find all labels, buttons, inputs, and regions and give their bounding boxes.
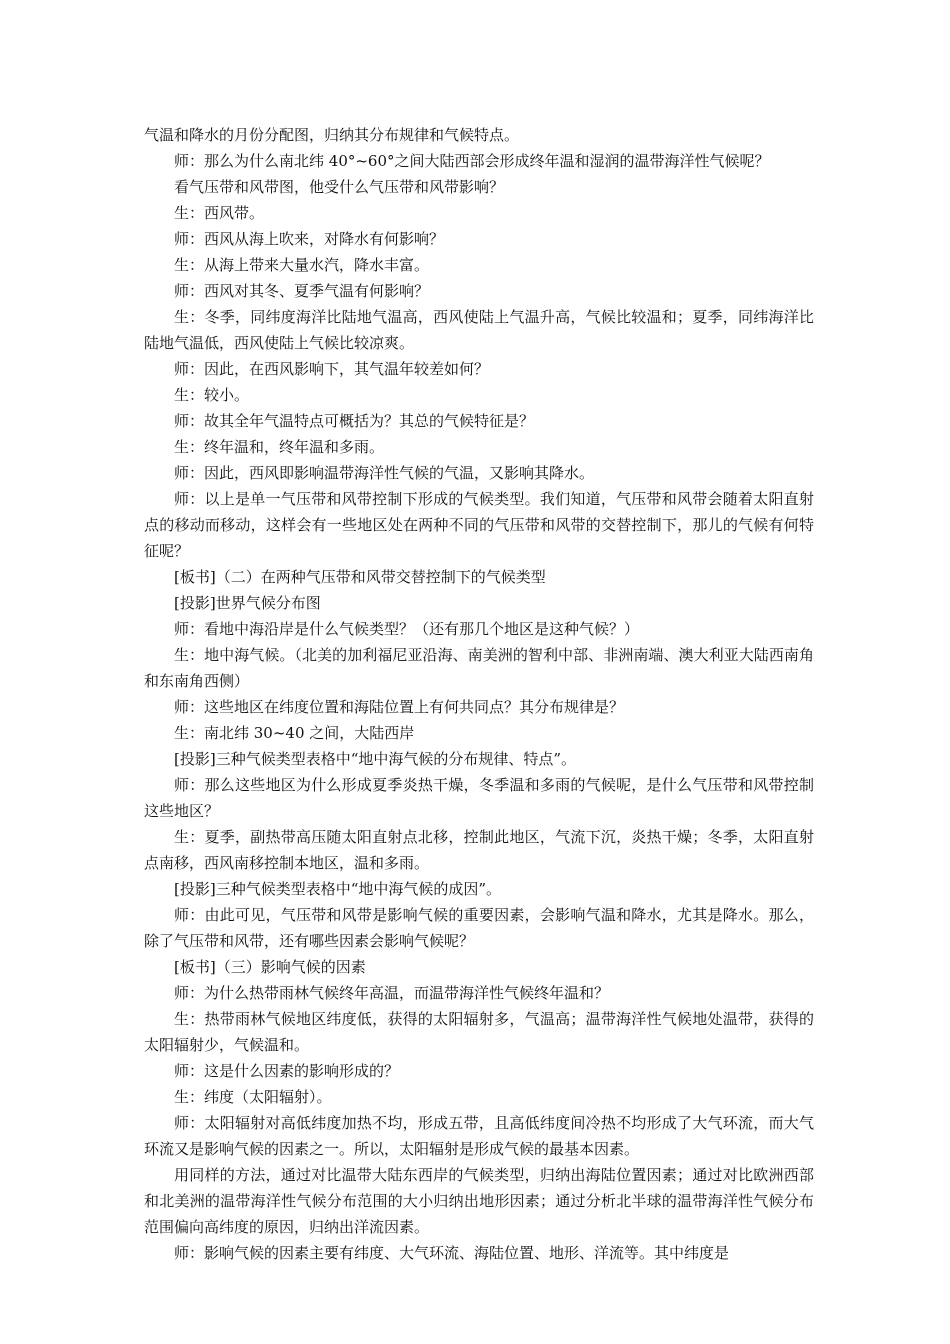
paragraph-6: 生：从海上带来大量水汽，降水丰富。 bbox=[174, 256, 430, 274]
paragraph-30: 生：纬度（太阳辐射）。 bbox=[174, 1088, 332, 1106]
paragraph-16: [投影]世界气候分布图 bbox=[174, 594, 321, 612]
paragraph-10: 生：较小。 bbox=[174, 386, 250, 404]
paragraph-14: 师：以上是单一气压带和风带控制下形成的气候类型。我们知道，气压带和风带会随着太阳直射点的移动而移动，这样会有一些地区处在两种不同的气压带和风带的交替控制下，那儿的气候有何特征呢？ bbox=[144, 490, 814, 560]
paragraph-33: 师：影响气候的因素主要有纬度、大气环流、海陆位置、地形、洋流等。其中纬度是 bbox=[174, 1244, 730, 1262]
paragraph-11: 师：故其全年气温特点可概括为？其总的气候特征是？ bbox=[174, 412, 535, 430]
paragraph-4: 生：西风带。 bbox=[174, 204, 265, 222]
document-page bbox=[144, 122, 814, 1266]
paragraph-20: 生：南北纬 30~40 之间，大陆西岸 bbox=[174, 724, 415, 742]
paragraph-15: [板书]（二）在两种气压带和风带交替控制下的气候类型 bbox=[174, 568, 546, 586]
paragraph-7: 师：西风对其冬、夏季气温有何影响？ bbox=[174, 282, 430, 300]
paragraph-22: 师：那么这些地区为什么形成夏季炎热干燥，冬季温和多雨的气候呢，是什么气压带和风带控制这些地区？ bbox=[144, 776, 814, 820]
paragraph-1: 气温和降水的月份分配图，归纳其分布规律和气候特点。 bbox=[144, 126, 520, 144]
paragraph-32: 用同样的方法，通过对比温带大陆东西岸的气候类型，归纳出海陆位置因素；通过对比欧洲西部和北美洲的温带海洋性气候分布范围的大小归纳出地形因素；通过分析北半球的温带海洋性气候分布范围偏向高纬度的原因，归纳出洋流因素。 bbox=[144, 1166, 814, 1236]
paragraph-13: 师：因此，西风即影响温带海洋性气候的气温，又影响其降水。 bbox=[174, 464, 595, 482]
paragraph-28: 生：热带雨林气候地区纬度低，获得的太阳辐射多，气温高；温带海洋性气候地处温带，获得的太阳辐射少，气候温和。 bbox=[144, 1010, 814, 1054]
paragraph-25: 师：由此可见，气压带和风带是影响气候的重要因素，会影响气温和降水，尤其是降水。那么，除了气压带和风带，还有哪些因素会影响气候呢？ bbox=[144, 906, 814, 950]
paragraph-29: 师：这是什么因素的影响形成的？ bbox=[174, 1062, 400, 1080]
paragraph-3: 看气压带和风带图，他受什么气压带和风带影响？ bbox=[174, 178, 505, 196]
paragraph-12: 生：终年温和，终年温和多雨。 bbox=[174, 438, 385, 456]
paragraph-17: 师：看地中海沿岸是什么气候类型？（还有那几个地区是这种气候？） bbox=[174, 620, 640, 638]
paragraph-19: 师：这些地区在纬度位置和海陆位置上有何共同点？其分布规律是？ bbox=[174, 698, 625, 716]
paragraph-21: [投影]三种气候类型表格中“地中海气候的分布规律、特点”。 bbox=[174, 750, 577, 768]
paragraph-31: 师：太阳辐射对高低纬度加热不均，形成五带，且高低纬度间冷热不均形成了大气环流，而大气环流又是影响气候的因素之一。所以，太阳辐射是形成气候的最基本因素。 bbox=[144, 1114, 814, 1158]
paragraph-23: 生：夏季，副热带高压随太阳直射点北移，控制此地区，气流下沉，炎热干燥；冬季，太阳直射点南移，西风南移控制本地区，温和多雨。 bbox=[144, 828, 814, 872]
paragraph-26: [板书]（三）影响气候的因素 bbox=[174, 958, 366, 976]
paragraph-9: 师：因此，在西风影响下，其气温年较差如何？ bbox=[174, 360, 490, 378]
paragraph-24: [投影]三种气候类型表格中“地中海气候的成因”。 bbox=[174, 880, 502, 898]
paragraph-2: 师：那么为什么南北纬 40°~60°之间大陆西部会形成终年温和湿润的温带海洋性气候呢？ bbox=[174, 152, 770, 170]
paragraph-18: 生：地中海气候。（北美的加利福尼亚沿海、南美洲的智利中部、非洲南端、澳大利亚大陆西南角和东南角西侧） bbox=[144, 646, 814, 690]
paragraph-8: 生：冬季，同纬度海洋比陆地气温高，西风使陆上气温升高，气候比较温和；夏季，同纬海洋比陆地气温低，西风使陆上气候比较凉爽。 bbox=[144, 308, 814, 352]
paragraph-5: 师：西风从海上吹来，对降水有何影响？ bbox=[174, 230, 445, 248]
paragraph-27: 师：为什么热带雨林气候终年高温，而温带海洋性气候终年温和？ bbox=[174, 984, 610, 1002]
